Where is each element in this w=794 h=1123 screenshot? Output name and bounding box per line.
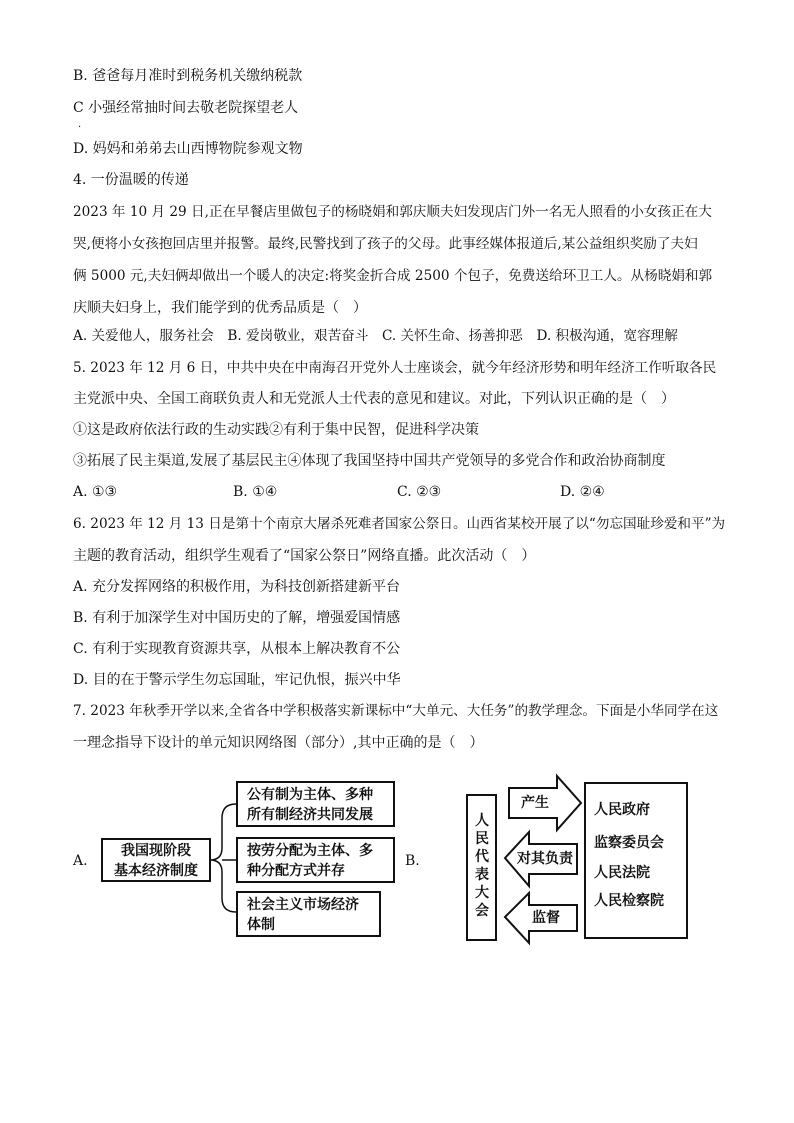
q7a-branch-3-line-2: 体制 [247,917,275,933]
q5-option-d: D. ②④ [560,484,605,500]
q5-option-c: C. ②③ [397,484,442,500]
q7-option-a-label: A. [73,853,88,869]
q5-stem-line-2: 主党派中央、全国工商联负责人和无党派人士代表的意见和建议。对此，下列认识正确的是（ ） [73,391,675,407]
q7a-branch-3-line-1: 社会主义市场经济 [247,897,359,913]
q7a-brace [210,804,236,912]
q7b-congress-label: 人民代表大会 [475,813,489,919]
q4-paragraph-line-4: 庆顺夫妇身上，我们能学到的优秀品质是（ ） [73,300,367,316]
q5-option-a: A. ①③ [73,484,118,500]
q7a-branch-1-box [236,781,395,827]
q5-statements-1-2: ①这是政府依法行政的生动实践②有利于集中民智，促进科学决策 [73,422,479,438]
q7-stem-line-1: 7. 2023 年秋季开学以来,全省各中学积极落实新课标中“大单元、大任务”的教学理念。下面是小华同学在这 [73,703,719,719]
q3-option-d: D. 妈妈和弟弟去山西博物院参观文物 [73,141,303,157]
q7-stem-line-2: 一理念指导下设计的单元知识网络图（部分）,其中正确的是（ ） [73,735,484,751]
q7a-root-line-1: 我国现阶段 [121,843,191,859]
q4-options: A. 关爱他人，服务社会 B. 爱岗敬业，艰苦奋斗 C. 关怀生命、扬善抑恶 D. 积极沟通，宽容理解 [73,328,678,344]
q5-stem-line-1: 5. 2023 年 12 月 6 日，中共中央在中南海召开党外人士座谈会，就今年经济形势和明年经济工作听取各民 [73,360,717,376]
q4-paragraph-line-1: 2023 年 10 月 29 日,正在早餐店里做包子的杨晓娟和郭庆顺夫妇发现店门外一名无人照看的小女孩正在大 [73,204,712,220]
q6-option-c: C. 有利于实现教育资源共享，从根本上解决教育不公 [73,641,401,657]
q7a-branch-2-line-1: 按劳分配为主体、多 [247,843,373,859]
q6-option-a: A. 充分发挥网络的积极作用，为科技创新搭建新平台 [73,579,401,595]
q4-title: 4. 一份温暖的传递 [73,172,189,188]
q6-option-b: B. 有利于加深学生对中国历史的了解，增强爱国情感 [73,610,401,626]
q7a-branch-2-line-2: 种分配方式并存 [247,863,345,879]
q7a-branch-2-box [236,837,395,883]
q7b-responsible-label: 对其负责 [517,851,573,867]
q7b-agency-procuratorate: 人民检察院 [594,893,664,909]
q7a-branch-1-line-1: 公有制为主体、多种 [247,787,373,803]
q7b-produce-label: 产生 [521,795,549,811]
q4-paragraph-line-3: 俩 5000 元,夫妇俩却做出一个暖人的决定:将奖金折合成 2500 个包子，免费送给环卫工人。从杨晓娟和郭 [73,268,713,284]
q7b-agency-supervisory-commission: 监察委员会 [594,835,664,851]
q5-statements-3-4: ③拓展了民主渠道,发展了基层民主④体现了我国坚持中国共产党领导的多党合作和政治协商制度 [73,453,666,469]
q7-option-b-label: B. [405,853,420,869]
q7a-root-box [101,838,211,882]
q4-paragraph-line-2: 哭,便将小女孩抱回店里并报警。最终,民警找到了孩子的父母。此事经媒体报道后,某公益组织奖励了夫妇 [73,236,698,252]
q7a-branch-1-line-2: 所有制经济共同发展 [247,807,373,823]
q3-stray-bullet: · [78,122,82,133]
q6-stem-line-2: 主题的教育活动，组织学生观看了“国家公祭日”网络直播。此次活动（ ） [73,548,536,564]
q6-stem-line-1: 6. 2023 年 12 月 13 日是第十个南京大屠杀死难者国家公祭日。山西省某校开展了以“勿忘国耻珍爱和平”为 [73,516,726,532]
q7a-root-line-2: 基本经济制度 [114,863,198,879]
q7b-agency-court: 人民法院 [594,865,650,881]
q5-option-b: B. ①④ [233,484,278,500]
q7a-branch-3-box [236,891,381,937]
q6-option-d: D. 目的在于警示学生勿忘国耻，牢记仇恨，振兴中华 [73,672,401,688]
q3-option-c: C 小强经常抽时间去敬老院探望老人 [73,100,299,116]
q3-option-b: B. 爸爸每月准时到税务机关缴纳税款 [73,68,303,84]
q7b-supervise-label: 监督 [532,910,560,926]
q7b-agency-government: 人民政府 [594,802,650,818]
